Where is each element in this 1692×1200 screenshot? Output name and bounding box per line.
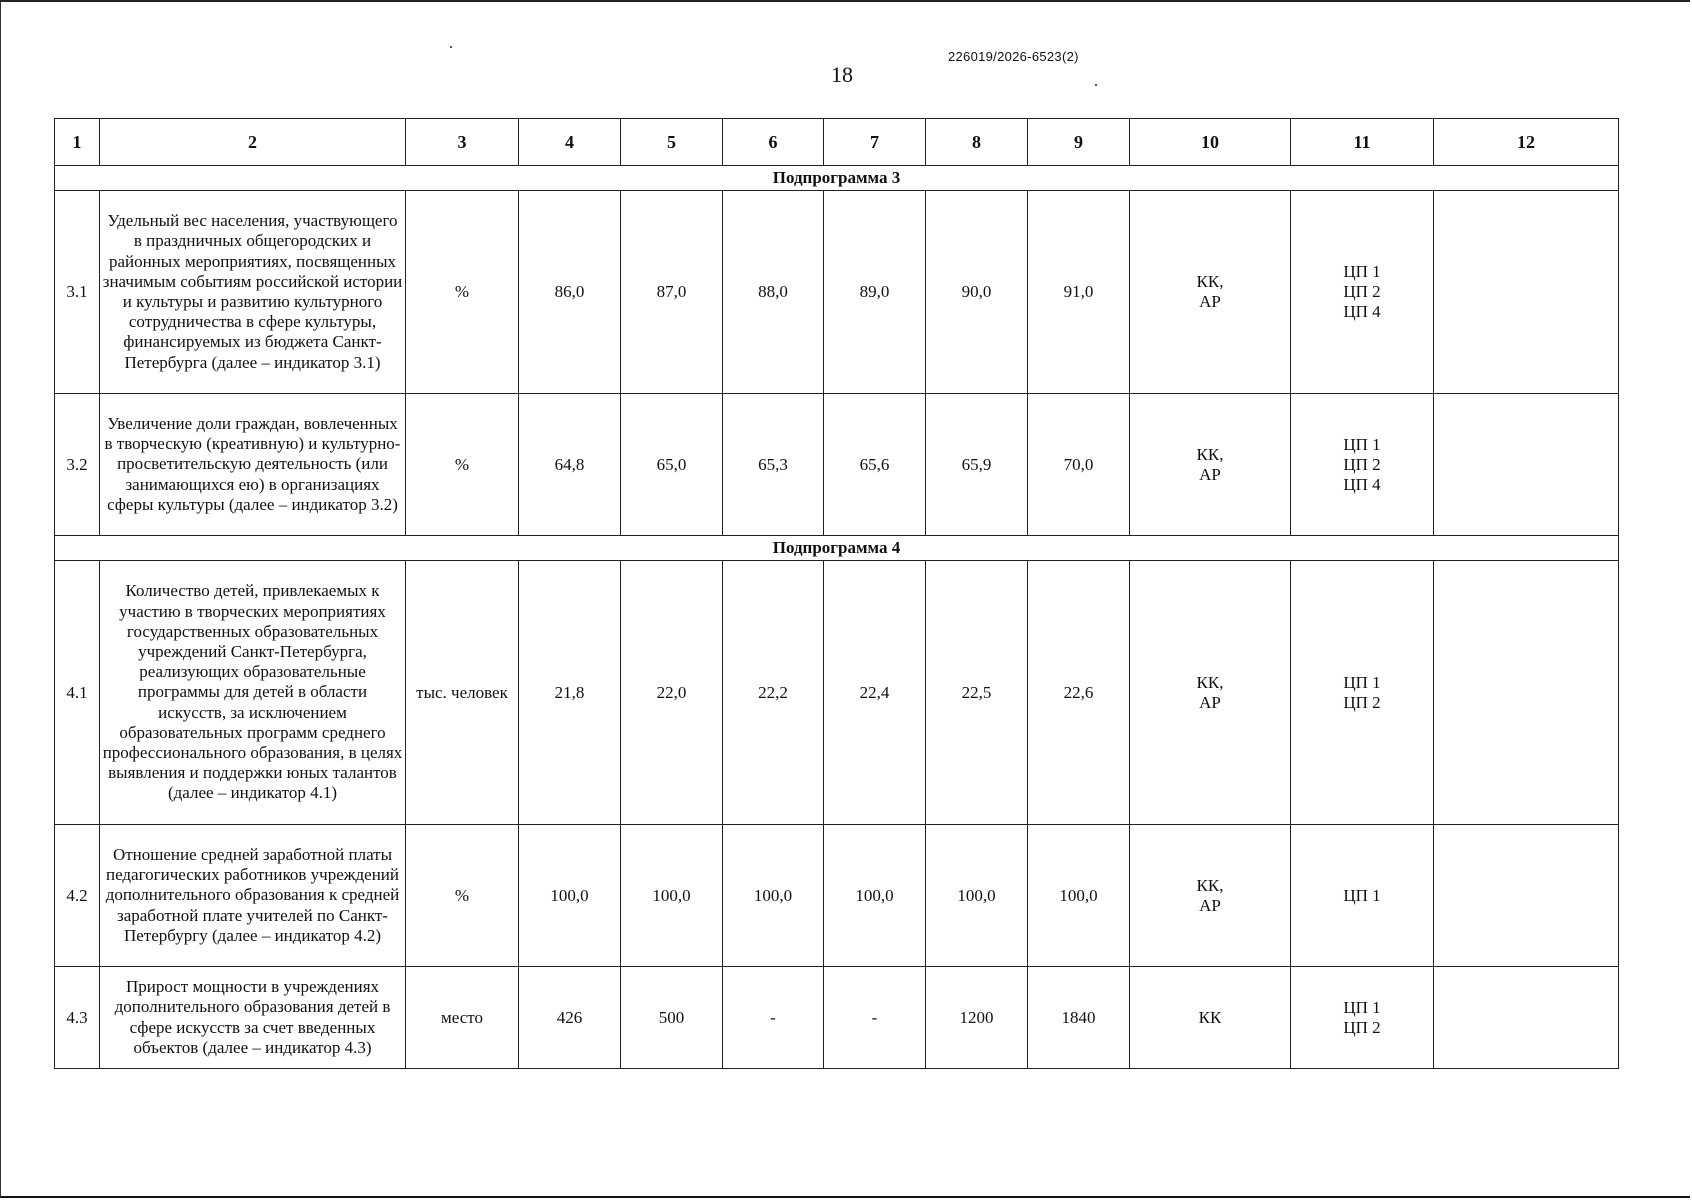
value-col-8: 100,0 <box>926 825 1028 967</box>
goals: ЦП 1 ЦП 2 ЦП 4 <box>1291 191 1434 394</box>
column-header-11: 11 <box>1291 119 1434 166</box>
value-col-5: 87,0 <box>621 191 723 394</box>
page-number: 18 <box>831 62 853 87</box>
subprogram-3-title: Подпрограмма 3 <box>55 166 1619 191</box>
value-col-6: - <box>723 967 824 1069</box>
value-col-9: 1840 <box>1028 967 1130 1069</box>
value-col-6: 88,0 <box>723 191 824 394</box>
indicators-table <box>54 118 1619 1069</box>
value-col-4: 21,8 <box>519 561 621 825</box>
value-col-5: 22,0 <box>621 561 723 825</box>
table-row <box>55 561 1619 825</box>
value-col-4: 100,0 <box>519 825 621 967</box>
column-header-3: 3 <box>406 119 519 166</box>
value-col-8: 22,5 <box>926 561 1028 825</box>
value-col-9: 100,0 <box>1028 825 1130 967</box>
scan-speck <box>1095 84 1097 86</box>
column-header-12: 12 <box>1434 119 1619 166</box>
responsible-executors: КК, АР <box>1130 825 1291 967</box>
value-col-4: 86,0 <box>519 191 621 394</box>
column-number-row <box>55 119 1619 166</box>
value-col-4: 426 <box>519 967 621 1069</box>
unit: % <box>406 825 519 967</box>
column-header-8: 8 <box>926 119 1028 166</box>
value-col-8: 65,9 <box>926 394 1028 536</box>
row-number: 4.2 <box>55 825 100 967</box>
indicator-name: Увеличение доли граждан, вовлеченных в творческую (креативную) и культурно-просветительскую деятельность (или занимающихся ею) в организациях сферы культуры (далее – индикатор 3.2) <box>100 394 406 536</box>
subprogram-4-row <box>55 536 1619 561</box>
value-col-8: 90,0 <box>926 191 1028 394</box>
value-col-6: 22,2 <box>723 561 824 825</box>
value-col-6: 100,0 <box>723 825 824 967</box>
notes <box>1434 561 1619 825</box>
row-number: 4.3 <box>55 967 100 1069</box>
indicator-name: Отношение средней заработной платы педагогических работников учреждений дополнительного образования к средней заработной плате учителей по Санкт-Петербургу (далее – индикатор 4.2) <box>100 825 406 967</box>
value-col-7: 65,6 <box>824 394 926 536</box>
responsible-executors: КК, АР <box>1130 394 1291 536</box>
column-header-6: 6 <box>723 119 824 166</box>
value-col-5: 500 <box>621 967 723 1069</box>
value-col-9: 22,6 <box>1028 561 1130 825</box>
unit: % <box>406 394 519 536</box>
value-col-9: 91,0 <box>1028 191 1130 394</box>
responsible-executors: КК <box>1130 967 1291 1069</box>
value-col-6: 65,3 <box>723 394 824 536</box>
column-header-5: 5 <box>621 119 723 166</box>
scan-speck <box>450 46 452 48</box>
indicator-name: Удельный вес населения, участвующего в праздничных общегородских и районных мероприятиях, посвященных значимым событиям российской истории и культуры и развитию культурного сотрудничества в сфере культуры, финансируемых из бюджета Санкт-Петербурга (далее – индикатор 3.1) <box>100 191 406 394</box>
notes <box>1434 825 1619 967</box>
row-number: 3.1 <box>55 191 100 394</box>
value-col-5: 65,0 <box>621 394 723 536</box>
unit: % <box>406 191 519 394</box>
table-row <box>55 967 1619 1069</box>
unit: место <box>406 967 519 1069</box>
row-number: 3.2 <box>55 394 100 536</box>
subprogram-3-row <box>55 166 1619 191</box>
subprogram-4-title: Подпрограмма 4 <box>55 536 1619 561</box>
responsible-executors: КК, АР <box>1130 191 1291 394</box>
responsible-executors: КК, АР <box>1130 561 1291 825</box>
value-col-8: 1200 <box>926 967 1028 1069</box>
goals: ЦП 1 ЦП 2 ЦП 4 <box>1291 394 1434 536</box>
column-header-7: 7 <box>824 119 926 166</box>
notes <box>1434 191 1619 394</box>
goals: ЦП 1 ЦП 2 <box>1291 561 1434 825</box>
document-id: 226019/2026-6523(2) <box>948 49 1079 64</box>
value-col-7: - <box>824 967 926 1069</box>
table-row <box>55 191 1619 394</box>
value-col-5: 100,0 <box>621 825 723 967</box>
goals: ЦП 1 ЦП 2 <box>1291 967 1434 1069</box>
table-row <box>55 394 1619 536</box>
column-header-9: 9 <box>1028 119 1130 166</box>
column-header-10: 10 <box>1130 119 1291 166</box>
column-header-4: 4 <box>519 119 621 166</box>
notes <box>1434 394 1619 536</box>
indicator-name: Количество детей, привлекаемых к участию в творческих мероприятиях государственных образовательных учреждений Санкт-Петербурга, реализующих образовательные программы для детей в области искусств, за исключением образовательных программ среднего профессионального образования, в целях выявления и поддержки юных талантов (далее – индикатор 4.1) <box>100 561 406 825</box>
table-row <box>55 825 1619 967</box>
value-col-9: 70,0 <box>1028 394 1130 536</box>
row-number: 4.1 <box>55 561 100 825</box>
goals: ЦП 1 <box>1291 825 1434 967</box>
value-col-7: 22,4 <box>824 561 926 825</box>
unit: тыс. человек <box>406 561 519 825</box>
notes <box>1434 967 1619 1069</box>
value-col-7: 89,0 <box>824 191 926 394</box>
value-col-7: 100,0 <box>824 825 926 967</box>
value-col-4: 64,8 <box>519 394 621 536</box>
column-header-1: 1 <box>55 119 100 166</box>
column-header-2: 2 <box>100 119 406 166</box>
indicator-name: Прирост мощности в учреждениях дополнительного образования детей в сфере искусств за счет введенных объектов (далее – индикатор 4.3) <box>100 967 406 1069</box>
